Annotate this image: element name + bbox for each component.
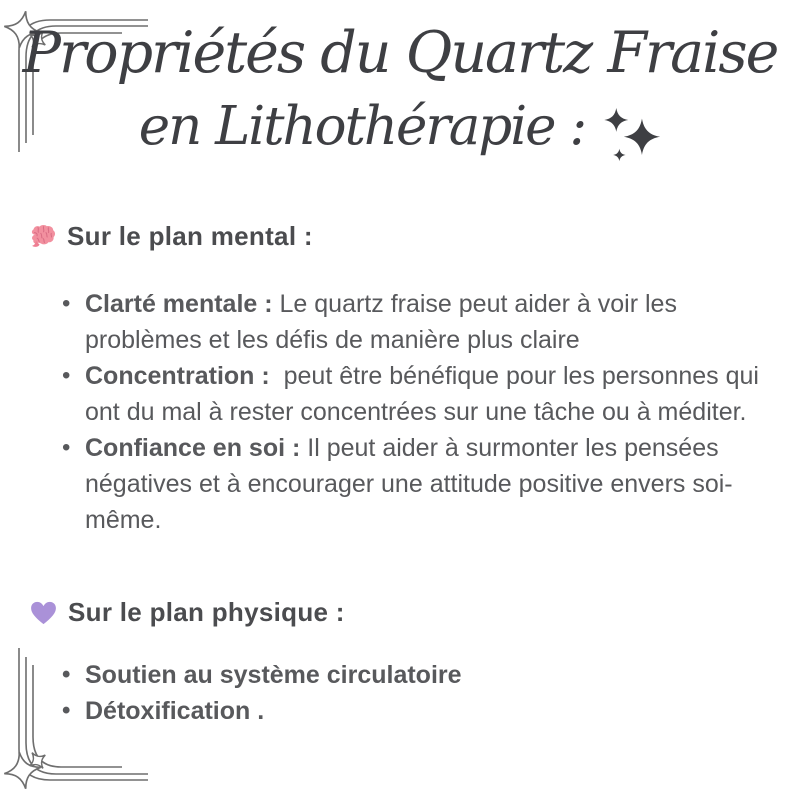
list-item-lead: Soutien au système circulatoire — [85, 661, 462, 689]
section-heading-label: Sur le plan physique : — [68, 597, 345, 627]
list-item-text: Il peut aider à surmonter les pensées négatives et à encourager une attitude positive envers soi-même. — [85, 434, 733, 534]
list-item — [58, 286, 762, 358]
page-title-line2: en Lithothérapie : — [138, 96, 586, 157]
sparkles-icon — [599, 108, 661, 170]
list-item — [58, 358, 766, 430]
section-heading-mental — [28, 221, 313, 252]
page-title-line1: Propriétés du Quartz Fraise — [22, 20, 778, 86]
list-item-text: Le quartz fraise peut aider à voir les problèmes et les défis de manière plus claire — [85, 290, 684, 354]
purple-heart-icon — [30, 601, 57, 625]
list-item-text: peut être bénéfique pour les personnes qui ont du mal à rester concentrées sur une tâche ou à méditer. — [85, 362, 766, 426]
list-item — [58, 693, 762, 729]
list-item-lead: Confiance en soi : — [85, 434, 301, 462]
list-item-lead: Détoxification . — [85, 697, 265, 725]
list-item-lead: Clarté mentale : — [85, 290, 273, 318]
page-title — [0, 20, 800, 158]
section-heading-physique — [30, 597, 345, 628]
mental-bullet-list — [58, 286, 766, 538]
brain-icon — [28, 225, 56, 249]
physique-bullet-list — [58, 657, 762, 729]
list-item-lead: Concentration : — [85, 362, 270, 390]
list-item — [58, 657, 762, 693]
section-heading-label: Sur le plan mental : — [67, 221, 313, 251]
list-item — [58, 430, 762, 538]
